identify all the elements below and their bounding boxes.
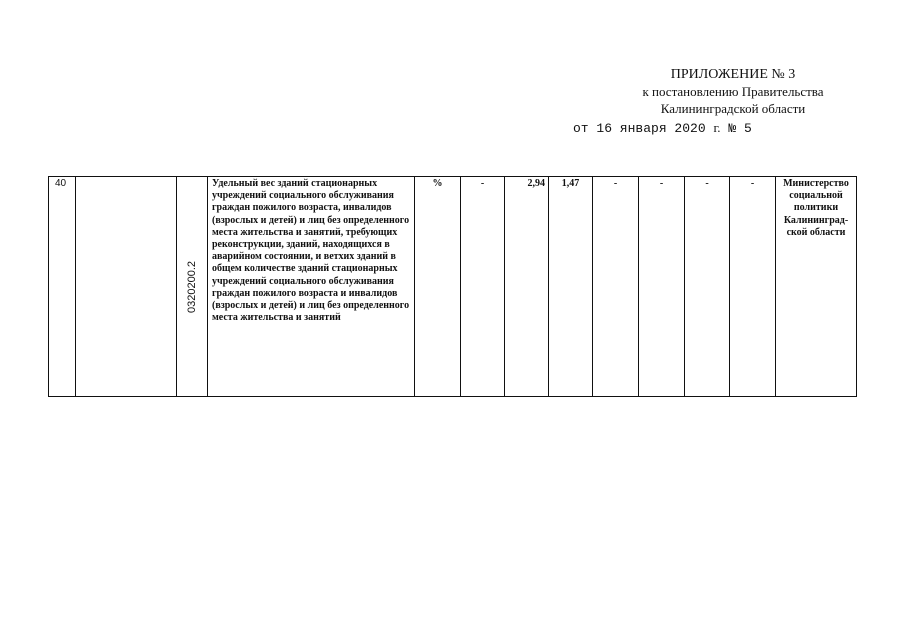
resolution-number: № 5 (728, 121, 752, 136)
appendix-title: ПРИЛОЖЕНИЕ № 3 (670, 67, 796, 82)
resolution-line: к постановлению Правительства (642, 84, 824, 99)
value-cell-3: 1,47 (549, 177, 593, 397)
code-cell (177, 177, 208, 397)
region-line: Калининградской области (660, 101, 806, 116)
value-cell-5: - (639, 177, 685, 397)
value-cell-2: 2,94 (505, 177, 549, 397)
responsible-organization: Министерство социальной политики Калининград-ской области (776, 177, 857, 397)
indicator-table (48, 176, 857, 397)
row-number: 40 (49, 177, 76, 397)
date-prefix: от 16 января 2020 (573, 121, 706, 136)
table-row (49, 177, 857, 397)
date-suffix: г. (713, 120, 721, 135)
indicator-code: 0320200.2 (185, 260, 198, 313)
indicator-description: Удельный вес зданий стационарных учреждений социального обслуживания граждан пожилого возраста, инвалидов (взрослых и детей) и лиц без определенного места жительства и занятий, требующих реконструкции, зданий, находящихся в аварийном состоянии, и ветхих зданий в общем количестве зданий стационарных учреждений социального обслуживания граждан пожилого возраста и инвалидов (взрослых и детей) и лиц без определенного места жительства и занятий (208, 177, 415, 397)
appendix-header (573, 66, 853, 136)
empty-cell (76, 177, 177, 397)
resolution-date (573, 119, 853, 137)
value-cell-6: - (685, 177, 730, 397)
value-cell-4: - (593, 177, 639, 397)
value-cell-7: - (730, 177, 776, 397)
unit-cell: % (415, 177, 461, 397)
value-cell-1: - (461, 177, 505, 397)
